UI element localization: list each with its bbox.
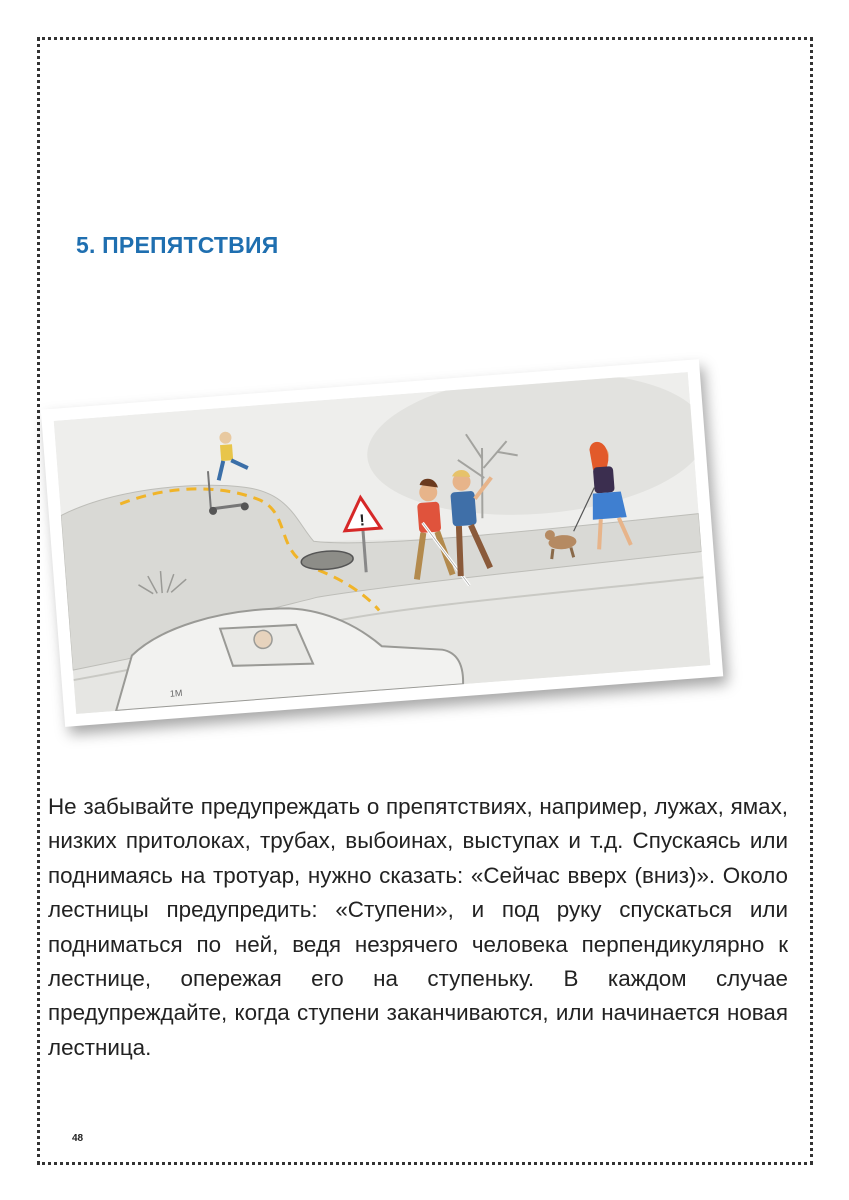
section-heading: 5. ПРЕПЯТСТВИЯ xyxy=(76,232,279,258)
street-obstacles-illustration xyxy=(54,372,711,714)
illustrator-signature: 1M xyxy=(169,687,183,699)
illustration xyxy=(50,358,690,708)
page-number: 48 xyxy=(72,1133,84,1144)
svg-text:!: ! xyxy=(358,512,366,530)
body-paragraph: Не забывайте предупреждать о препятствиях, например, лужах, ямах, низких притолоках, трубах, выбоинах, выступах и т.д. Спускаясь или поднимаясь на тротуар, нужно сказать: «Сейчас вверх (вниз)». Около лестницы предупредить: «Ступени», и под руку спускаться или подниматься по ней, ведя незрячего человека перпендикулярно к лестнице, опережая его на ступеньку. В каждом случае предупреждайте, когда ступени заканчиваются, или начинается новая лестница. xyxy=(48,794,788,1060)
illustration-photo-card xyxy=(41,359,723,727)
